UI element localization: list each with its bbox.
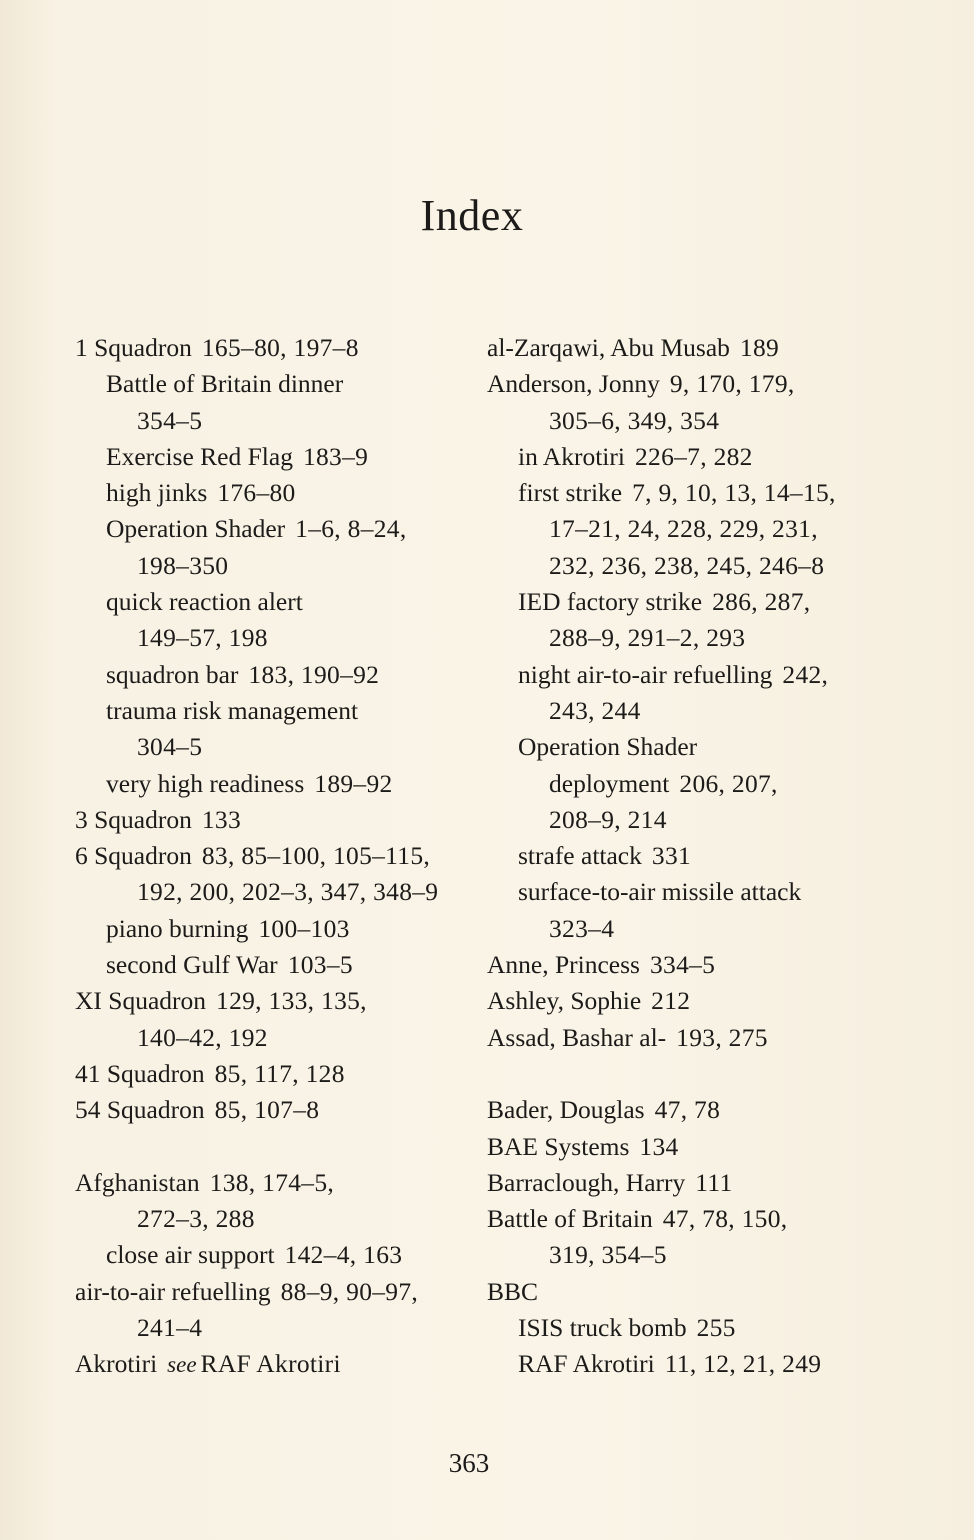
index-page-refs: 7, 9, 10, 13, 14–15, xyxy=(632,478,836,508)
index-entry xyxy=(487,366,887,402)
index-page-refs: 11, 12, 21, 249 xyxy=(664,1349,822,1379)
index-term: second Gulf War xyxy=(106,950,278,980)
index-page-refs: 83, 85–100, 105–115, xyxy=(201,841,431,871)
index-page-refs: 305–6, 349, 354 xyxy=(549,405,720,435)
index-entry xyxy=(487,947,887,983)
index-entry xyxy=(75,584,485,620)
index-entry xyxy=(75,657,485,693)
index-entry xyxy=(75,1310,485,1346)
index-page-refs: 47, 78 xyxy=(654,1095,721,1125)
index-entry xyxy=(75,1020,485,1056)
index-page-refs: 319, 354–5 xyxy=(549,1240,667,1270)
index-page-refs: 189–92 xyxy=(314,768,393,798)
index-term: squadron bar xyxy=(106,659,239,689)
index-term: strafe attack xyxy=(518,841,642,871)
index-entry xyxy=(487,983,887,1019)
index-term: XI Squadron xyxy=(75,986,207,1016)
index-term: night air-to-air refuelling xyxy=(518,659,773,689)
index-entry xyxy=(75,983,485,1019)
page-number: 363 xyxy=(448,1448,490,1478)
index-page-refs: 241–4 xyxy=(137,1313,203,1343)
index-term: high jinks xyxy=(106,478,208,508)
index-entry xyxy=(487,548,887,584)
index-term: Akrotiri xyxy=(75,1349,158,1379)
index-column-right xyxy=(487,330,887,1383)
index-page-refs: 176–80 xyxy=(217,478,296,508)
index-entry xyxy=(75,802,485,838)
index-entry xyxy=(487,1346,887,1382)
index-page-refs: 134 xyxy=(639,1131,679,1161)
index-entry xyxy=(75,693,485,729)
index-entry xyxy=(487,1237,887,1273)
index-page-refs: 192, 200, 202–3, 347, 348–9 xyxy=(137,877,439,907)
index-page-refs: 206, 207, xyxy=(679,768,778,798)
index-page-refs: 47, 78, 150, xyxy=(662,1204,788,1234)
index-letter-gap xyxy=(75,1129,485,1165)
index-entry xyxy=(75,330,485,366)
index-entry xyxy=(75,1165,485,1201)
index-term: first strike xyxy=(518,478,623,508)
index-entry xyxy=(487,584,887,620)
index-entry xyxy=(487,1129,887,1165)
index-term: 41 Squadron xyxy=(75,1058,205,1088)
index-term: 6 Squadron xyxy=(75,841,192,871)
index-page-refs: 189 xyxy=(739,333,780,362)
index-page-refs: 288–9, 291–2, 293 xyxy=(549,623,746,653)
index-page-refs: 243, 244 xyxy=(549,695,641,725)
index-entry xyxy=(487,693,887,729)
index-entry xyxy=(487,657,887,693)
index-column-left xyxy=(75,330,485,1384)
index-entry xyxy=(75,439,485,475)
index-page-refs: 140–42, 192 xyxy=(137,1022,268,1052)
index-page-refs: 17–21, 24, 228, 229, 231, xyxy=(549,514,818,544)
index-entry xyxy=(487,475,887,511)
index-page-refs: 129, 133, 135, xyxy=(216,986,367,1016)
index-entry xyxy=(487,1020,887,1056)
index-entry xyxy=(75,874,485,910)
index-term: 3 Squadron xyxy=(75,804,192,834)
index-term: quick reaction alert xyxy=(106,587,303,617)
index-entry xyxy=(75,1056,485,1092)
index-page-refs: 198–350 xyxy=(137,550,229,580)
index-term: Assad, Bashar al- xyxy=(487,1022,667,1052)
index-term: air-to-air refuelling xyxy=(75,1276,271,1306)
index-page-refs: 9, 170, 179, xyxy=(669,369,795,399)
index-entry xyxy=(487,403,887,439)
index-entry xyxy=(75,1346,485,1383)
index-page-refs: 1–6, 8–24, xyxy=(295,514,407,544)
index-term: Operation Shader xyxy=(518,732,698,762)
index-entry xyxy=(75,1274,485,1310)
index-term: surface-to-air missile attack xyxy=(518,877,802,907)
index-entry xyxy=(487,838,887,874)
index-entry xyxy=(75,729,485,765)
index-entry xyxy=(75,947,485,983)
index-term: Battle of Britain xyxy=(487,1204,653,1234)
index-entry xyxy=(75,511,485,547)
index-term: Barraclough, Harry xyxy=(487,1167,686,1197)
index-term: Exercise Red Flag xyxy=(106,441,293,471)
index-entry xyxy=(487,439,887,475)
index-page-refs: 142–4, 163 xyxy=(284,1240,403,1270)
index-term: RAF Akrotiri xyxy=(518,1349,655,1379)
index-page-refs: RAF Akrotiri xyxy=(200,1349,341,1379)
index-entry xyxy=(487,1274,887,1310)
index-page-refs: 354–5 xyxy=(137,405,203,435)
index-page-refs: 183, 190–92 xyxy=(248,659,380,689)
index-page-refs: 103–5 xyxy=(287,950,353,980)
index-entry xyxy=(487,729,887,765)
index-page-refs: 255 xyxy=(696,1313,736,1343)
index-page-refs: 232, 236, 238, 245, 246–8 xyxy=(549,550,825,580)
index-page-refs: 85, 107–8 xyxy=(214,1095,320,1125)
index-entry xyxy=(487,1310,887,1346)
index-entry xyxy=(487,620,887,656)
index-term: BAE Systems xyxy=(487,1131,630,1161)
index-entry xyxy=(487,330,887,366)
index-term: very high readiness xyxy=(106,768,305,798)
index-page-refs: 85, 117, 128 xyxy=(214,1058,345,1088)
index-entry xyxy=(487,1165,887,1201)
index-term: BBC xyxy=(487,1276,539,1306)
index-term: 54 Squadron xyxy=(75,1095,205,1125)
index-page-refs: 334–5 xyxy=(649,950,716,980)
index-entry xyxy=(75,838,485,874)
index-term: Ashley, Sophie xyxy=(487,986,642,1016)
index-page-refs: 331 xyxy=(651,841,692,871)
index-entry xyxy=(487,1201,887,1237)
index-term: deployment xyxy=(549,768,670,798)
index-entry xyxy=(75,1237,485,1273)
index-term: Battle of Britain dinner xyxy=(106,369,344,399)
index-term: Operation Shader xyxy=(106,514,286,544)
index-term: Anderson, Jonny xyxy=(487,369,660,399)
index-page-refs: 208–9, 214 xyxy=(549,804,667,834)
index-page-refs: 212 xyxy=(651,986,691,1016)
index-term: piano burning xyxy=(106,913,249,943)
index-page-refs: 100–103 xyxy=(258,913,350,943)
index-entry xyxy=(487,911,887,947)
index-entry xyxy=(487,874,887,910)
index-term: Afghanistan xyxy=(75,1167,200,1197)
index-entry xyxy=(75,548,485,584)
index-page-refs: 242, xyxy=(782,659,829,689)
index-entry xyxy=(75,1092,485,1128)
index-letter-gap xyxy=(487,1056,887,1092)
index-page-refs: 272–3, 288 xyxy=(137,1204,255,1234)
index-page-refs: 138, 174–5, xyxy=(209,1167,335,1197)
index-term: close air support xyxy=(106,1240,275,1270)
see-reference: see xyxy=(167,1352,197,1378)
index-term: Anne, Princess xyxy=(487,950,640,980)
index-page-refs: 133 xyxy=(201,804,242,834)
index-page-refs: 286, 287, xyxy=(712,587,811,617)
page-title: Index xyxy=(420,191,524,240)
index-entry xyxy=(487,511,887,547)
index-page-refs: 149–57, 198 xyxy=(137,623,268,653)
index-term: in Akrotiri xyxy=(518,441,625,471)
index-term: Bader, Douglas xyxy=(487,1095,645,1125)
index-entry xyxy=(487,766,887,802)
index-page-refs: 226–7, 282 xyxy=(634,441,753,471)
index-entry xyxy=(75,475,485,511)
index-page-refs: 323–4 xyxy=(549,913,615,943)
index-entry xyxy=(487,1092,887,1128)
index-term: ISIS truck bomb xyxy=(518,1313,687,1343)
index-term: IED factory strike xyxy=(518,587,703,617)
index-page-refs: 88–9, 90–97, xyxy=(280,1276,419,1306)
index-entry xyxy=(75,403,485,439)
index-page-refs: 111 xyxy=(695,1167,733,1197)
index-entry xyxy=(487,802,887,838)
index-entry xyxy=(75,620,485,656)
index-term: trauma risk management xyxy=(106,695,359,725)
index-entry xyxy=(75,366,485,402)
index-entry xyxy=(75,766,485,802)
index-page-refs: 304–5 xyxy=(137,732,203,762)
index-page-refs: 165–80, 197–8 xyxy=(201,333,359,362)
index-entry xyxy=(75,911,485,947)
index-page-refs: 183–9 xyxy=(302,441,369,471)
index-term: 1 Squadron xyxy=(75,333,192,362)
index-entry xyxy=(75,1201,485,1237)
index-page-refs: 193, 275 xyxy=(676,1022,768,1052)
index-term: al-Zarqawi, Abu Musab xyxy=(487,333,730,362)
